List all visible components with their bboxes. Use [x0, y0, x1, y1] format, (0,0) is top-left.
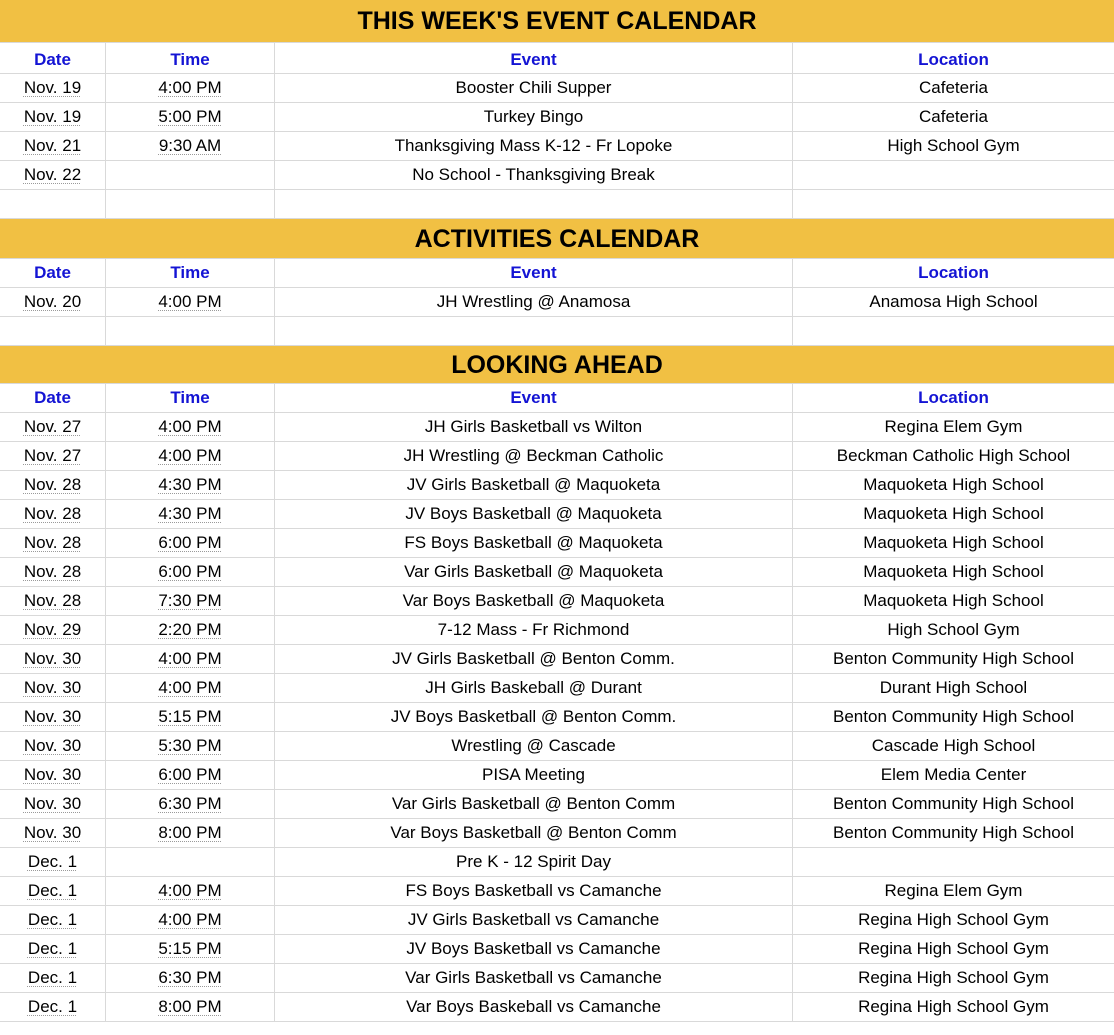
date-cell[interactable]: [0, 848, 106, 877]
date-cell[interactable]: [0, 935, 106, 964]
time-value: 6:30 PM: [158, 794, 222, 813]
date-value: Nov. 28: [23, 562, 82, 581]
event-cell[interactable]: Thanksgiving Mass K-12 - Fr Lopoke: [275, 132, 793, 161]
location-cell[interactable]: Regina High School Gym: [793, 964, 1114, 993]
date-value: Nov. 27: [23, 417, 82, 436]
time-cell[interactable]: [106, 819, 275, 848]
time-value: 4:00 PM: [158, 446, 222, 465]
time-cell[interactable]: [106, 190, 275, 219]
activities-table: [0, 259, 1114, 346]
date-value: Nov. 30: [23, 736, 82, 755]
time-value: 4:00 PM: [158, 292, 222, 311]
date-value: Dec. 1: [27, 881, 78, 900]
date-cell[interactable]: [0, 529, 106, 558]
event-cell[interactable]: Var Boys Basketball @ Maquoketa: [275, 587, 793, 616]
date-value: Nov. 22: [23, 165, 82, 184]
time-cell[interactable]: [106, 471, 275, 500]
date-cell[interactable]: [0, 645, 106, 674]
time-cell[interactable]: [106, 74, 275, 103]
date-cell[interactable]: [0, 317, 106, 346]
date-value: Dec. 1: [27, 968, 78, 987]
date-cell[interactable]: [0, 288, 106, 317]
time-value: 4:00 PM: [158, 649, 222, 668]
event-cell[interactable]: JV Girls Basketball @ Benton Comm.: [275, 645, 793, 674]
date-cell[interactable]: [0, 471, 106, 500]
location-cell[interactable]: Maquoketa High School: [793, 529, 1114, 558]
section-title-activities[interactable]: ACTIVITIES CALENDAR: [0, 219, 1114, 259]
time-cell[interactable]: [106, 529, 275, 558]
date-cell[interactable]: [0, 500, 106, 529]
location-cell[interactable]: [793, 161, 1114, 190]
date-value: Nov. 30: [23, 707, 82, 726]
location-cell[interactable]: Regina High School Gym: [793, 935, 1114, 964]
event-cell[interactable]: JH Wrestling @ Beckman Catholic: [275, 442, 793, 471]
date-cell[interactable]: [0, 442, 106, 471]
event-cell[interactable]: Turkey Bingo: [275, 103, 793, 132]
date-cell[interactable]: [0, 132, 106, 161]
event-cell[interactable]: Var Girls Basketball vs Camanche: [275, 964, 793, 993]
event-cell[interactable]: Var Girls Basketball @ Benton Comm: [275, 790, 793, 819]
location-cell[interactable]: Regina High School Gym: [793, 906, 1114, 935]
time-value: 6:00 PM: [158, 562, 222, 581]
time-cell[interactable]: [106, 132, 275, 161]
date-value: Nov. 27: [23, 446, 82, 465]
location-cell[interactable]: Cafeteria: [793, 103, 1114, 132]
column-header-date[interactable]: Date: [0, 43, 106, 74]
location-cell[interactable]: Maquoketa High School: [793, 558, 1114, 587]
event-cell[interactable]: Pre K - 12 Spirit Day: [275, 848, 793, 877]
section-title-this-week[interactable]: THIS WEEK'S EVENT CALENDAR: [0, 0, 1114, 43]
date-value: Nov. 21: [23, 136, 82, 155]
date-cell[interactable]: [0, 761, 106, 790]
date-value: Nov. 28: [23, 504, 82, 523]
time-cell[interactable]: [106, 103, 275, 132]
location-cell[interactable]: Regina Elem Gym: [793, 413, 1114, 442]
time-value: 5:15 PM: [158, 707, 222, 726]
event-cell[interactable]: JV Boys Basketball vs Camanche: [275, 935, 793, 964]
time-value: 4:30 PM: [158, 504, 222, 523]
event-cell[interactable]: FS Boys Basketball @ Maquoketa: [275, 529, 793, 558]
time-cell[interactable]: [106, 645, 275, 674]
event-cell[interactable]: Booster Chili Supper: [275, 74, 793, 103]
time-cell[interactable]: [106, 993, 275, 1022]
time-value: 8:00 PM: [158, 997, 222, 1016]
location-cell[interactable]: [793, 317, 1114, 346]
date-cell[interactable]: [0, 413, 106, 442]
event-cell[interactable]: JH Girls Baskeball @ Durant: [275, 674, 793, 703]
date-cell[interactable]: [0, 74, 106, 103]
location-cell[interactable]: [793, 848, 1114, 877]
date-value: Nov. 19: [23, 107, 82, 126]
date-cell[interactable]: [0, 790, 106, 819]
time-value: 4:00 PM: [158, 78, 222, 97]
time-value: 7:30 PM: [158, 591, 222, 610]
event-cell[interactable]: PISA Meeting: [275, 761, 793, 790]
event-cell[interactable]: Var Boys Baskeball vs Camanche: [275, 993, 793, 1022]
date-value: Dec. 1: [27, 910, 78, 929]
column-header-time[interactable]: Time: [106, 384, 275, 413]
time-cell[interactable]: [106, 413, 275, 442]
event-cell[interactable]: Wrestling @ Cascade: [275, 732, 793, 761]
time-value: 4:00 PM: [158, 678, 222, 697]
time-cell[interactable]: [106, 616, 275, 645]
time-value: 5:00 PM: [158, 107, 222, 126]
location-cell[interactable]: [793, 190, 1114, 219]
time-value: 6:30 PM: [158, 968, 222, 987]
date-value: Nov. 28: [23, 475, 82, 494]
date-cell[interactable]: [0, 906, 106, 935]
location-cell[interactable]: Maquoketa High School: [793, 500, 1114, 529]
event-cell[interactable]: Var Boys Basketball @ Benton Comm: [275, 819, 793, 848]
event-cell[interactable]: Var Girls Basketball @ Maquoketa: [275, 558, 793, 587]
date-value: Nov. 30: [23, 765, 82, 784]
time-cell[interactable]: [106, 558, 275, 587]
event-cell[interactable]: JV Girls Basketball vs Camanche: [275, 906, 793, 935]
time-cell[interactable]: [106, 500, 275, 529]
event-cell[interactable]: JV Girls Basketball @ Maquoketa: [275, 471, 793, 500]
date-value: Nov. 28: [23, 591, 82, 610]
location-cell[interactable]: High School Gym: [793, 132, 1114, 161]
location-cell[interactable]: Regina Elem Gym: [793, 877, 1114, 906]
time-value: 5:15 PM: [158, 939, 222, 958]
date-cell[interactable]: [0, 103, 106, 132]
this-week-table: [0, 43, 1114, 219]
time-value: 4:00 PM: [158, 881, 222, 900]
time-cell[interactable]: [106, 906, 275, 935]
location-cell[interactable]: Benton Community High School: [793, 703, 1114, 732]
time-cell[interactable]: [106, 761, 275, 790]
location-cell[interactable]: Benton Community High School: [793, 790, 1114, 819]
date-value: Nov. 20: [23, 292, 82, 311]
event-cell[interactable]: 7-12 Mass - Fr Richmond: [275, 616, 793, 645]
date-cell[interactable]: [0, 558, 106, 587]
event-cell[interactable]: FS Boys Basketball vs Camanche: [275, 877, 793, 906]
column-header-location[interactable]: Location: [793, 384, 1114, 413]
date-cell[interactable]: [0, 674, 106, 703]
date-value: Nov. 30: [23, 649, 82, 668]
time-value: 6:00 PM: [158, 533, 222, 552]
location-cell[interactable]: Cafeteria: [793, 74, 1114, 103]
location-cell[interactable]: Elem Media Center: [793, 761, 1114, 790]
time-value: 5:30 PM: [158, 736, 222, 755]
column-header-location[interactable]: Location: [793, 259, 1114, 288]
time-value: 6:00 PM: [158, 765, 222, 784]
date-cell[interactable]: [0, 587, 106, 616]
column-header-date[interactable]: Date: [0, 259, 106, 288]
location-cell[interactable]: Benton Community High School: [793, 645, 1114, 674]
event-cell[interactable]: JH Girls Basketball vs Wilton: [275, 413, 793, 442]
date-cell[interactable]: [0, 819, 106, 848]
date-value: Nov. 30: [23, 794, 82, 813]
date-cell[interactable]: [0, 161, 106, 190]
date-cell[interactable]: [0, 877, 106, 906]
date-value: Dec. 1: [27, 997, 78, 1016]
time-cell[interactable]: [106, 317, 275, 346]
column-header-event[interactable]: Event: [275, 259, 793, 288]
location-cell[interactable]: Cascade High School: [793, 732, 1114, 761]
section-title-looking-ahead[interactable]: LOOKING AHEAD: [0, 346, 1114, 384]
time-cell[interactable]: [106, 288, 275, 317]
column-header-location[interactable]: Location: [793, 43, 1114, 74]
time-cell[interactable]: [106, 848, 275, 877]
location-cell[interactable]: Anamosa High School: [793, 288, 1114, 317]
time-cell[interactable]: [106, 703, 275, 732]
location-cell[interactable]: Beckman Catholic High School: [793, 442, 1114, 471]
location-cell[interactable]: Benton Community High School: [793, 819, 1114, 848]
location-cell[interactable]: Regina High School Gym: [793, 993, 1114, 1022]
date-value: Nov. 30: [23, 823, 82, 842]
event-cell[interactable]: JV Boys Basketball @ Maquoketa: [275, 500, 793, 529]
date-value: Nov. 28: [23, 533, 82, 552]
looking-ahead-table: [0, 384, 1114, 1022]
column-header-date[interactable]: Date: [0, 384, 106, 413]
event-cell[interactable]: JV Boys Basketball @ Benton Comm.: [275, 703, 793, 732]
event-cell[interactable]: No School - Thanksgiving Break: [275, 161, 793, 190]
time-value: 2:20 PM: [158, 620, 222, 639]
date-value: Nov. 29: [23, 620, 82, 639]
column-header-time[interactable]: Time: [106, 43, 275, 74]
date-cell[interactable]: [0, 190, 106, 219]
location-cell[interactable]: High School Gym: [793, 616, 1114, 645]
time-cell[interactable]: [106, 790, 275, 819]
date-value: Nov. 30: [23, 678, 82, 697]
time-value: 8:00 PM: [158, 823, 222, 842]
column-header-event[interactable]: Event: [275, 384, 793, 413]
time-cell[interactable]: [106, 587, 275, 616]
column-header-event[interactable]: Event: [275, 43, 793, 74]
date-cell[interactable]: [0, 616, 106, 645]
location-cell[interactable]: Durant High School: [793, 674, 1114, 703]
event-cell[interactable]: [275, 190, 793, 219]
date-value: Dec. 1: [27, 939, 78, 958]
time-value: 4:00 PM: [158, 417, 222, 436]
date-cell[interactable]: [0, 703, 106, 732]
time-value: 4:30 PM: [158, 475, 222, 494]
time-cell[interactable]: [106, 732, 275, 761]
time-value: 4:00 PM: [158, 910, 222, 929]
time-value: 9:30 AM: [158, 136, 222, 155]
time-cell[interactable]: [106, 877, 275, 906]
event-cell[interactable]: JH Wrestling @ Anamosa: [275, 288, 793, 317]
date-cell[interactable]: [0, 732, 106, 761]
time-cell[interactable]: [106, 964, 275, 993]
date-value: Nov. 19: [23, 78, 82, 97]
time-cell[interactable]: [106, 161, 275, 190]
date-cell[interactable]: [0, 964, 106, 993]
time-cell[interactable]: [106, 935, 275, 964]
location-cell[interactable]: Maquoketa High School: [793, 471, 1114, 500]
time-cell[interactable]: [106, 442, 275, 471]
event-cell[interactable]: [275, 317, 793, 346]
date-cell[interactable]: [0, 993, 106, 1022]
location-cell[interactable]: Maquoketa High School: [793, 587, 1114, 616]
column-header-time[interactable]: Time: [106, 259, 275, 288]
date-value: Dec. 1: [27, 852, 78, 871]
time-cell[interactable]: [106, 674, 275, 703]
